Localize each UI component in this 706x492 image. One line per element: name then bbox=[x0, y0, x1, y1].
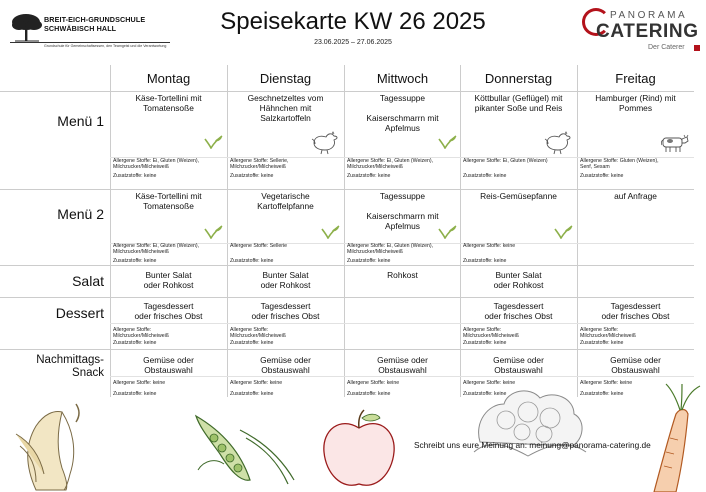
dish-line: Bunter Salat bbox=[145, 270, 192, 280]
additive-info: Zusatzstoffe: keine bbox=[580, 340, 624, 346]
additive-info: Zusatzstoffe: keine bbox=[230, 391, 274, 397]
row-label-menu2: Menü 2 bbox=[57, 206, 104, 222]
allergen-info bbox=[463, 327, 575, 340]
dish-line: Reis-Gemüsepfanne bbox=[480, 191, 557, 201]
veggie-icon bbox=[553, 225, 573, 239]
dish-line: oder Rohkost bbox=[493, 280, 544, 290]
dish-line: Rohkost bbox=[387, 270, 418, 280]
allergen-line: Milchzucker/Milcheiweiß bbox=[580, 333, 636, 340]
grid-line bbox=[0, 265, 694, 266]
allergen-line: Allergene Stoffe: keine bbox=[580, 380, 633, 386]
allergen-line: Allergene Stoffe: bbox=[230, 327, 269, 333]
dish-line: auf Anfrage bbox=[614, 191, 657, 201]
dish-name bbox=[462, 93, 575, 113]
additive-info: Zusatzstoffe: keine bbox=[463, 258, 507, 264]
dish-name bbox=[462, 270, 575, 290]
carrot-icon bbox=[646, 382, 704, 492]
caterer-subtitle: Der Caterer bbox=[648, 44, 685, 51]
allergen-line: Milchzucker/Milcheiweiß bbox=[230, 164, 286, 171]
row-label-snack-line1: Nachmittags- bbox=[36, 354, 104, 366]
allergen-line: Allergene Stoffe: keine bbox=[463, 380, 516, 386]
dish-line: oder Rohkost bbox=[143, 280, 194, 290]
dish-name bbox=[112, 93, 225, 113]
cow-icon bbox=[660, 131, 690, 153]
dish-line: Bunter Salat bbox=[262, 270, 309, 280]
additive-info: Zusatzstoffe: keine bbox=[347, 173, 391, 179]
day-header: Mittwoch bbox=[376, 71, 429, 86]
allergen-line: Allergene Stoffe: Ei, Gluten (Weizen) bbox=[463, 158, 548, 164]
allergen-line: Allergene Stoffe: bbox=[113, 327, 152, 333]
dish-name bbox=[346, 270, 459, 280]
allergen-info bbox=[230, 158, 342, 171]
allergen-line: Senf, Sesam bbox=[580, 164, 610, 171]
dish-line: Obstauswahl bbox=[494, 365, 543, 375]
school-tagline: Grundschule für Gemeinschaftsessen, den Teamgeist und die Verantwortung bbox=[44, 44, 167, 48]
allergen-line: Allergene Stoffe: Ei, Gluten (Weizen), bbox=[347, 158, 434, 164]
allergen-info bbox=[463, 243, 575, 249]
dish-line: Tagesdessert bbox=[143, 301, 194, 311]
additive-info: Zusatzstoffe: keine bbox=[463, 173, 507, 179]
dish-name bbox=[229, 93, 342, 123]
day-header: Montag bbox=[146, 71, 191, 86]
peas-icon bbox=[190, 410, 300, 492]
additive-info: Zusatzstoffe: keine bbox=[347, 258, 391, 264]
additive-info: Zusatzstoffe: keine bbox=[347, 391, 391, 397]
row-label-snack bbox=[0, 354, 104, 380]
allergen-line: Milchzucker/Milcheiweiß bbox=[463, 333, 519, 340]
dish-line: Tomatensoße bbox=[143, 201, 194, 211]
dish-line: Gemüse oder bbox=[493, 355, 544, 365]
dish-line bbox=[346, 103, 459, 113]
dish-line: Kaiserschmarrn mit bbox=[366, 113, 439, 123]
dish-line: Gemüse oder bbox=[260, 355, 311, 365]
dish-line: Obstauswahl bbox=[378, 365, 427, 375]
dish-line: Gemüse oder bbox=[377, 355, 428, 365]
dish-line: Tagessuppe bbox=[379, 191, 426, 201]
banana-icon bbox=[6, 398, 96, 492]
allergen-line: Milchzucker/Milcheiweiß bbox=[113, 333, 169, 340]
allergen-line: Allergene Stoffe: keine bbox=[113, 380, 166, 386]
feedback-text: Schreibt uns eure Meinung an: meinung@panorama-catering.de bbox=[414, 440, 651, 450]
dish-line: Gemüse oder bbox=[610, 355, 661, 365]
veggie-icon bbox=[320, 225, 340, 239]
allergen-info bbox=[230, 380, 342, 386]
school-name-line1: BREIT-EICH-GRUNDSCHULE bbox=[44, 15, 146, 24]
dish-line: pikanter Soße und Reis bbox=[474, 103, 563, 113]
additive-info: Zusatzstoffe: keine bbox=[580, 391, 624, 397]
additive-info: Zusatzstoffe: keine bbox=[230, 340, 274, 346]
dish-name bbox=[229, 191, 342, 211]
dish-line: Obstauswahl bbox=[611, 365, 660, 375]
dish-name bbox=[112, 355, 225, 375]
allergen-line: Allergene Stoffe: keine bbox=[230, 380, 283, 386]
grid-line bbox=[344, 65, 345, 397]
apple-icon bbox=[320, 408, 398, 492]
dish-line: Vegetarische bbox=[261, 191, 310, 201]
caterer-square bbox=[694, 45, 700, 51]
grid-line bbox=[460, 65, 461, 397]
additive-info: Zusatzstoffe: keine bbox=[230, 173, 274, 179]
dish-line: oder frisches Obst bbox=[484, 311, 553, 321]
allergen-info bbox=[230, 243, 342, 249]
caterer-logo bbox=[582, 8, 702, 54]
dish-name bbox=[462, 355, 575, 375]
grid-line bbox=[0, 297, 694, 298]
dish-name bbox=[346, 355, 459, 375]
dish-line: Apfelmus bbox=[385, 221, 420, 231]
dish-line: Apfelmus bbox=[385, 123, 420, 133]
caterer-name-main: CATERING bbox=[596, 21, 699, 42]
dish-line: oder frisches Obst bbox=[134, 311, 203, 321]
dish-name bbox=[346, 93, 459, 133]
dish-name bbox=[112, 270, 225, 290]
dish-line: Hamburger (Rind) mit bbox=[595, 93, 676, 103]
dish-name bbox=[229, 270, 342, 290]
dish-line: Tagesdessert bbox=[493, 301, 544, 311]
dish-line: Gemüse oder bbox=[143, 355, 194, 365]
grid-line bbox=[577, 65, 578, 397]
allergen-line: Allergene Stoffe: bbox=[463, 327, 502, 333]
additive-info: Zusatzstoffe: keine bbox=[463, 391, 507, 397]
allergen-info bbox=[580, 327, 692, 340]
dish-name bbox=[579, 191, 692, 201]
dish-line: Obstauswahl bbox=[261, 365, 310, 375]
dish-line: Bunter Salat bbox=[495, 270, 542, 280]
date-range: 23.06.2025 – 27.06.2025 bbox=[314, 39, 392, 46]
page-title: Speisekarte KW 26 2025 bbox=[220, 8, 486, 35]
dish-line bbox=[346, 201, 459, 211]
grid-line bbox=[110, 65, 111, 397]
dish-line: Kaiserschmarrn mit bbox=[366, 211, 439, 221]
dish-name bbox=[229, 301, 342, 321]
dish-line: Käse-Tortellini mit bbox=[135, 93, 202, 103]
allergen-info bbox=[113, 327, 225, 340]
dish-name bbox=[229, 355, 342, 375]
veggie-icon bbox=[437, 225, 457, 239]
caterer-name-top: PANORAMA bbox=[610, 10, 688, 21]
additive-info: Zusatzstoffe: keine bbox=[463, 340, 507, 346]
veggie-icon bbox=[203, 135, 223, 149]
day-header: Freitag bbox=[615, 71, 656, 86]
additive-info: Zusatzstoffe: keine bbox=[113, 258, 157, 264]
allergen-line: Allergene Stoffe: keine bbox=[347, 380, 400, 386]
allergen-line: Milchzucker/Milcheiweiß bbox=[113, 249, 169, 256]
row-label-snack-line2: Snack bbox=[72, 367, 104, 379]
allergen-info bbox=[347, 380, 459, 386]
additive-info: Zusatzstoffe: keine bbox=[230, 258, 274, 264]
allergen-line: Allergene Stoffe: bbox=[580, 327, 619, 333]
allergen-info bbox=[580, 158, 692, 171]
dish-line: Kartoffelpfanne bbox=[257, 201, 314, 211]
allergen-line: Allergene Stoffe: Ei, Gluten (Weizen), bbox=[113, 158, 200, 164]
dish-line: Hähnchen mit bbox=[259, 103, 312, 113]
allergen-line: Allergene Stoffe: Sellerie bbox=[230, 243, 288, 249]
dish-line: Tagessuppe bbox=[379, 93, 426, 103]
day-header: Donnerstag bbox=[484, 71, 553, 86]
dish-line: oder frisches Obst bbox=[601, 311, 670, 321]
allergen-info bbox=[113, 380, 225, 386]
allergen-line: Milchzucker/Milcheiweiß bbox=[347, 164, 403, 171]
dish-line: Obstauswahl bbox=[144, 365, 193, 375]
dish-name bbox=[462, 301, 575, 321]
allergen-info bbox=[463, 158, 575, 164]
grid-line bbox=[0, 91, 694, 92]
allergen-info bbox=[230, 327, 342, 340]
grid-line bbox=[0, 349, 694, 350]
dish-line: Köttbullar (Geflügel) mit bbox=[474, 93, 563, 103]
chicken-icon bbox=[543, 131, 573, 155]
row-label-dessert: Dessert bbox=[55, 305, 104, 321]
dish-line: Pommes bbox=[618, 103, 653, 113]
allergen-line: Milchzucker/Milcheiweiß bbox=[113, 164, 169, 171]
additive-info: Zusatzstoffe: keine bbox=[113, 391, 157, 397]
row-label-menu1: Menü 1 bbox=[57, 113, 104, 129]
allergen-line: Allergene Stoffe: Ei, Gluten (Weizen), bbox=[347, 243, 434, 249]
additive-info: Zusatzstoffe: keine bbox=[580, 173, 624, 179]
allergen-line: Milchzucker/Milcheiweiß bbox=[230, 333, 286, 340]
veggie-icon bbox=[203, 225, 223, 239]
additive-info: Zusatzstoffe: keine bbox=[113, 340, 157, 346]
allergen-info bbox=[347, 243, 459, 256]
dish-line: Tagesdessert bbox=[610, 301, 661, 311]
dish-line: Tagesdessert bbox=[260, 301, 311, 311]
additive-info: Zusatzstoffe: keine bbox=[113, 173, 157, 179]
allergen-line: Allergene Stoffe: Sellerie, bbox=[230, 158, 289, 164]
allergen-line: Allergene Stoffe: Ei, Gluten (Weizen), bbox=[113, 243, 200, 249]
dish-line: oder Rohkost bbox=[260, 280, 311, 290]
veggie-icon bbox=[437, 135, 457, 149]
day-header: Dienstag bbox=[259, 71, 312, 86]
allergen-info bbox=[113, 243, 225, 256]
dish-name bbox=[462, 191, 575, 201]
row-label-salat: Salat bbox=[72, 273, 104, 289]
dish-line: Geschnetzeltes vom bbox=[247, 93, 324, 103]
dish-name bbox=[579, 355, 692, 375]
chicken-icon bbox=[310, 131, 340, 155]
dish-line: Salzkartoffeln bbox=[260, 113, 311, 123]
allergen-info bbox=[347, 158, 459, 171]
dish-name bbox=[579, 301, 692, 321]
dish-line: Käse-Tortellini mit bbox=[135, 191, 202, 201]
grid-line bbox=[110, 323, 694, 324]
dish-line: oder frisches Obst bbox=[251, 311, 320, 321]
allergen-info bbox=[113, 158, 225, 171]
dish-name bbox=[112, 191, 225, 211]
dish-name bbox=[112, 301, 225, 321]
dish-line: Tomatensoße bbox=[143, 103, 194, 113]
allergen-line: Allergene Stoffe: keine bbox=[463, 243, 516, 249]
dish-name bbox=[579, 93, 692, 113]
grid-line bbox=[227, 65, 228, 397]
allergen-line: Milchzucker/Milcheiweiß bbox=[347, 249, 403, 256]
school-name-line2: SCHWÄBISCH HALL bbox=[44, 23, 117, 33]
allergen-line: Allergene Stoffe: Gluten (Weizen), bbox=[580, 158, 659, 164]
grid-line bbox=[110, 376, 694, 377]
grid-line bbox=[0, 189, 694, 190]
